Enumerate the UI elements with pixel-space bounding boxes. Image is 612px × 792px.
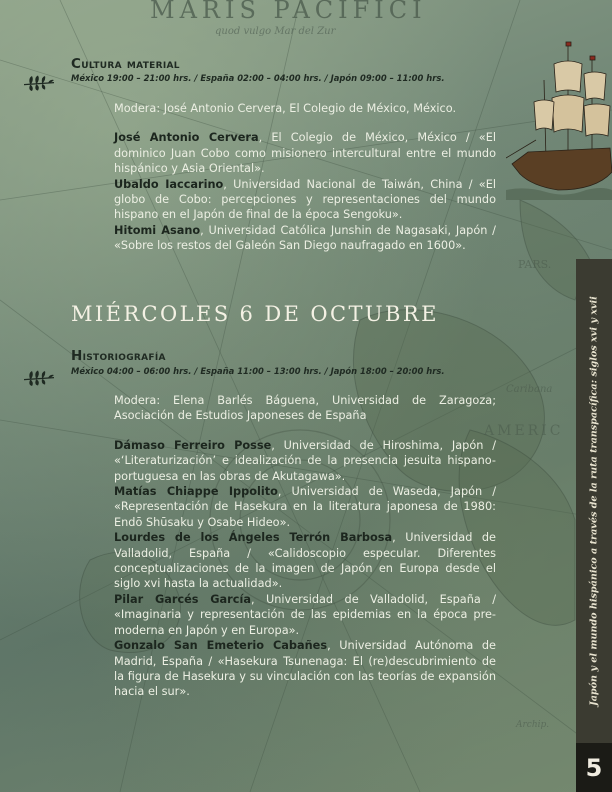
talk-details: , Universidad de Valladolid, España / «Calidoscopio especular. Diferentes conceptualizaciones de la imagen de Japón en Europa desde el siglo xvi hasta la actualidad».	[114, 531, 497, 591]
page-number: 5	[585, 753, 603, 782]
talk-details: , Universidad de Valladolid, España / «Imaginaria y representación de las epidemias en la época pre-moderna en Japón y en Europa».	[114, 592, 496, 637]
talk-entry	[114, 438, 496, 484]
speaker-name: Matías Chiappe Ippolito	[114, 485, 278, 499]
side-tab-title: Japón y el mundo hispánico a través de la ruta transpacífica: siglos xvi y xvii	[588, 296, 600, 706]
session-times: México 04:00 – 06:00 hrs. / España 11:00 – 13:00 hrs. / Japón 18:00 – 20:00 hrs.	[71, 366, 445, 376]
talk-details: , Universidad Católica Junshin de Nagasaki, Japón / «Sobre los restos del Galeón San Diego naufragado en 1600».	[114, 223, 496, 253]
talk-entry	[114, 592, 496, 638]
speaker-name: Pilar Garcés García	[114, 592, 251, 606]
talk-entry	[114, 484, 496, 530]
map-label: Archip.	[516, 720, 550, 730]
map-label: PARS.	[518, 258, 552, 271]
page-number-box	[576, 743, 612, 792]
talk-entry	[114, 130, 496, 176]
talk-details: , El Colegio de México, México / «El dominico Juan Cobo como misionero intercultural entre el mundo hispánico y Asia Oriental».	[114, 131, 496, 176]
talk-entry	[114, 530, 496, 592]
day-heading: MIÉRCOLES 6 DE OCTUBRE	[71, 302, 439, 326]
session2-content	[114, 393, 496, 700]
map-label: Caribana	[506, 384, 553, 395]
map-title: MARIS PACIFICI	[150, 0, 427, 24]
speaker-name: Dámaso Ferreiro Posse	[114, 438, 272, 452]
leaf-bullet-icon	[22, 370, 56, 386]
talk-entry	[114, 223, 496, 254]
map-label: AMERIC	[484, 423, 564, 439]
talk-details: , Universidad de Waseda, Japón / «Representación de Hasekura en la literatura japonesa de 1980: Endō Shūsaku y Osabe Hideo».	[114, 485, 497, 529]
speaker-name: Gonzalo San Emeterio Cabañes	[114, 639, 328, 653]
talk-entry	[114, 638, 496, 700]
talk-details: , Universidad Nacional de Taiwán, China / «El globo de Cobo: percepciones y representaciones del mundo hispano en el Japón de final de la época Sengoku».	[114, 177, 496, 222]
speaker-name: José Antonio Cervera	[114, 131, 259, 145]
speaker-name: Hitomi Asano	[114, 223, 201, 237]
talk-details: , Universidad Autónoma de Madrid, España / «Hasekura Tsunenaga: El (re)descubrimiento de la figura de Hasekura y su vinculación con las teorías de expansión hacia el sur».	[114, 639, 496, 699]
section-title-historiografia: Historiografía	[71, 348, 166, 364]
moderator-line: Modera: José Antonio Cervera, El Colegio de México, México.	[114, 102, 457, 115]
leaf-bullet-icon	[22, 75, 56, 91]
session-times: México 19:00 – 21:00 hrs. / España 02:00 – 04:00 hrs. / Japón 09:00 – 11:00 hrs.	[71, 73, 445, 83]
session1-content	[114, 101, 496, 254]
section-title-cultura-material: Cultura material	[71, 56, 180, 72]
speaker-name: Ubaldo Iaccarino	[114, 177, 224, 191]
galleon-ship-illustration	[506, 40, 612, 200]
speaker-name: Lourdes de los Ángeles Terrón Barbosa	[114, 531, 393, 545]
talk-details: , Universidad de Hiroshima, Japón / «‘Literaturización’ e idealización de la presencia jesuita hispano-portuguesa en las obras de Akutagawa».	[114, 438, 496, 483]
talk-entry	[114, 177, 496, 223]
map-subtitle: quod vulgo Mar del Zur	[215, 26, 336, 37]
moderator-line: Modera: Elena Barlés Báguena, Universidad de Zaragoza; Asociación de Estudios Japoneses de España	[114, 394, 496, 423]
side-tab	[576, 259, 612, 743]
